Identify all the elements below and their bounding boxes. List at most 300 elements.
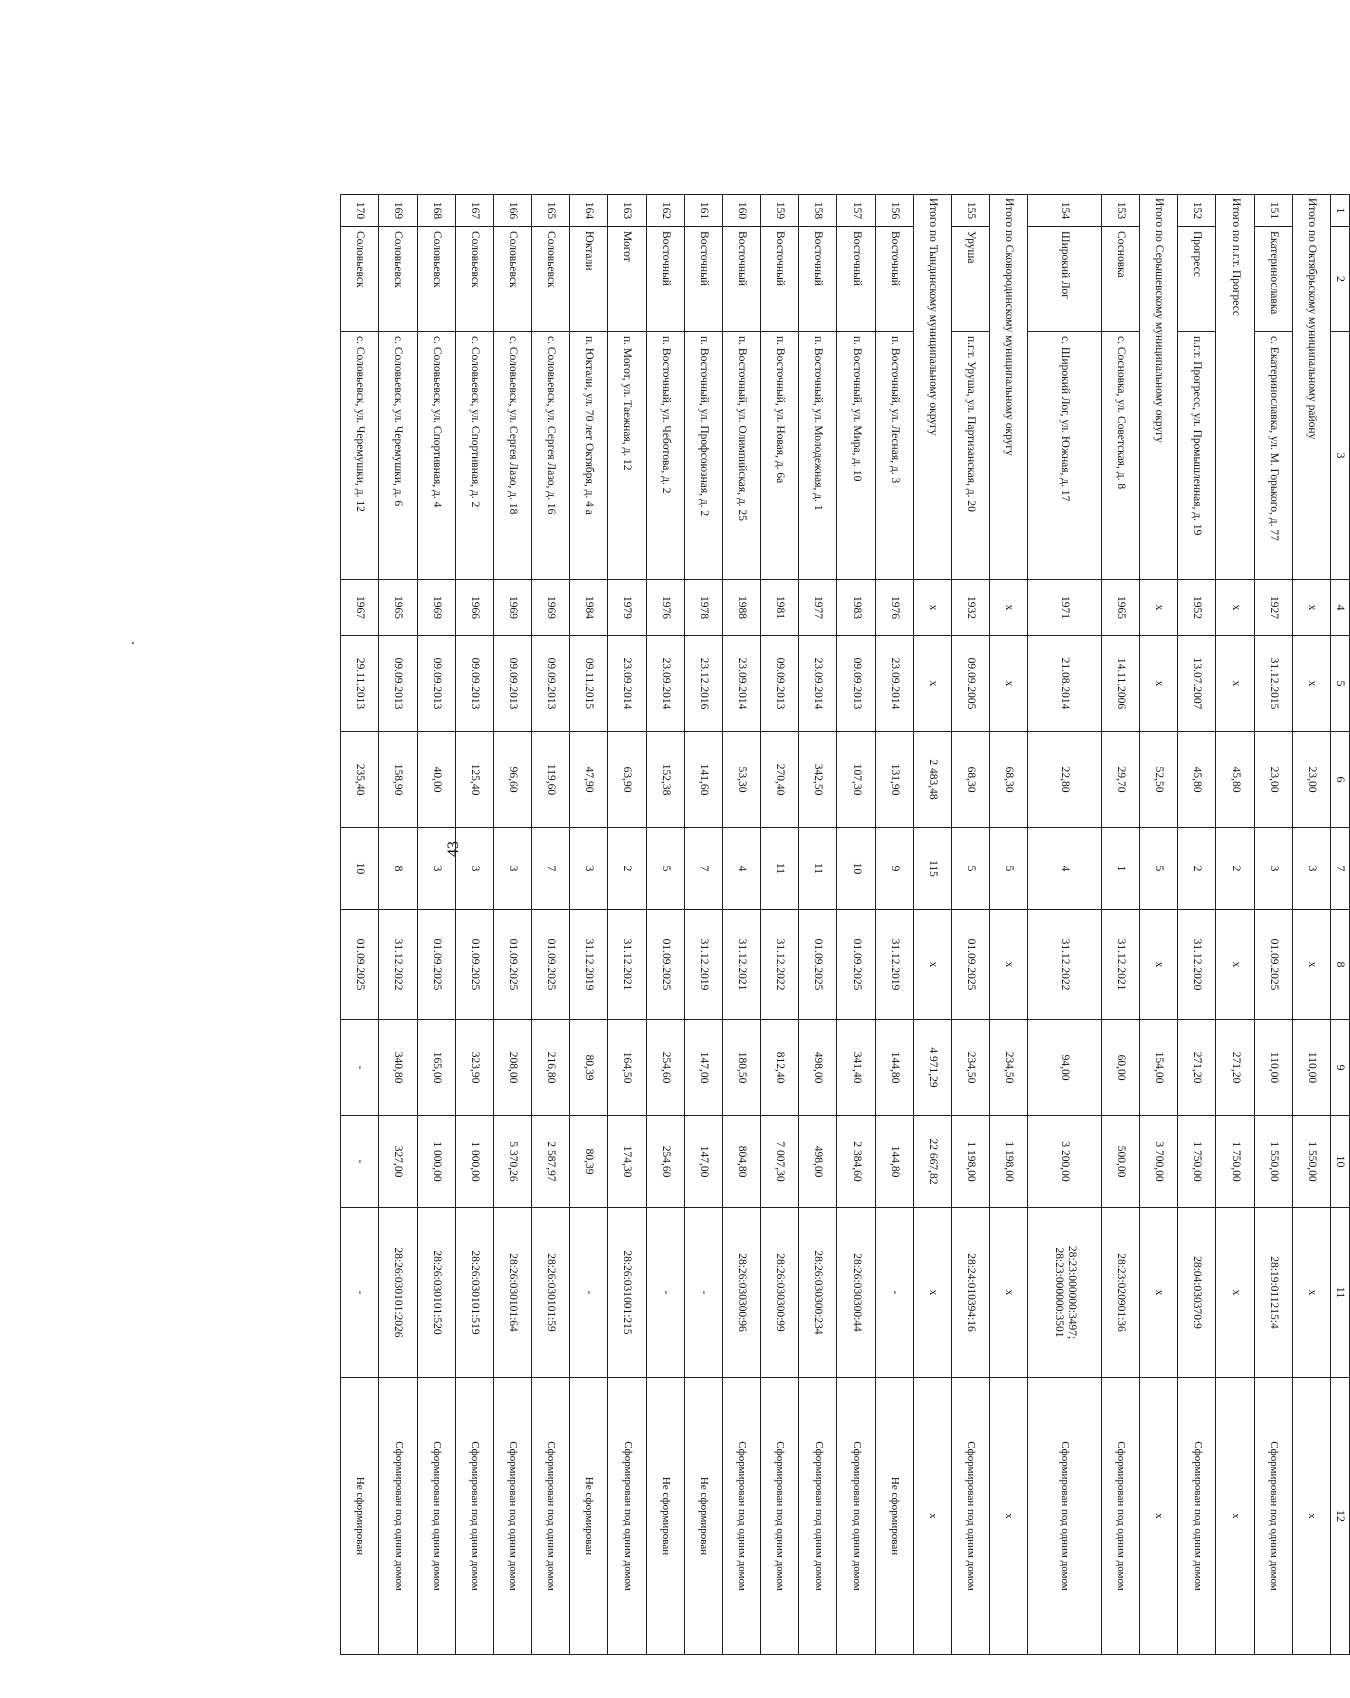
cadastral-number: x: [1216, 1208, 1254, 1378]
locality: Соловьевск: [493, 227, 531, 332]
area-total: 1 750,00: [1178, 1116, 1216, 1208]
row-number: 163: [608, 195, 646, 227]
land-status: Сформирован под одним домом: [1178, 1378, 1216, 1655]
column-header: 9: [1331, 1020, 1350, 1116]
recognition-date: x: [913, 636, 951, 732]
build-year: 1967: [341, 580, 379, 636]
cadastral-number: 28:26:031001:215: [608, 1208, 646, 1378]
row-number: 157: [837, 195, 875, 227]
area-total: 2 384,60: [837, 1116, 875, 1208]
area-total: 1 550,00: [1292, 1116, 1330, 1208]
area-residential: 80,39: [570, 1020, 608, 1116]
residents-count: 11: [799, 828, 837, 910]
table-row: [455, 195, 493, 1655]
recognition-date: 23.12.2016: [684, 636, 722, 732]
row-number: 166: [493, 195, 531, 227]
land-status: Не сформирован: [341, 1378, 379, 1655]
land-status: Сформирован под одним домом: [1028, 1378, 1102, 1655]
table-body: [341, 195, 1331, 1655]
area: 119,60: [532, 732, 570, 828]
build-year: 1965: [1101, 580, 1139, 636]
area-total: 1 750,00: [1216, 1116, 1254, 1208]
area: 45,80: [1178, 732, 1216, 828]
area-total: 1 198,00: [952, 1116, 990, 1208]
land-status: Сформирован под одним домом: [1101, 1378, 1139, 1655]
address: п. Восточный, ул. Новая, д. 6а: [761, 332, 799, 580]
area-residential: 144,80: [875, 1020, 913, 1116]
address: п. Могот, ул. Таежная, д. 12: [608, 332, 646, 580]
row-number: 154: [1028, 195, 1102, 227]
land-status: Не сформирован: [570, 1378, 608, 1655]
area: 29,70: [1101, 732, 1139, 828]
build-year: 1984: [570, 580, 608, 636]
recognition-date: 09.09.2013: [455, 636, 493, 732]
resettlement-deadline: 01.09.2025: [341, 910, 379, 1020]
residents-count: 1: [1101, 828, 1139, 910]
area: 68,30: [952, 732, 990, 828]
column-header: 5: [1331, 636, 1350, 732]
resettlement-deadline: 01.09.2025: [417, 910, 455, 1020]
cadastral-number: x: [1292, 1208, 1330, 1378]
address: п. Восточный, ул. Лесная, д. 3: [875, 332, 913, 580]
land-status: Сформирован под одним домом: [532, 1378, 570, 1655]
build-year: 1976: [875, 580, 913, 636]
address: с. Соловьевск, ул. Сергея Лазо, д. 16: [532, 332, 570, 580]
table-row: [379, 195, 417, 1655]
cadastral-number: 28:24:010394:16: [952, 1208, 990, 1378]
column-header: 12: [1331, 1378, 1350, 1655]
recognition-date: 21.08.2014: [1028, 636, 1102, 732]
build-year: 1971: [1028, 580, 1102, 636]
area: 158,90: [379, 732, 417, 828]
locality: Сосновка: [1101, 227, 1139, 332]
table-row: [875, 195, 913, 1655]
area-residential: 271,20: [1216, 1020, 1254, 1116]
table-row: [417, 195, 455, 1655]
table-row: [532, 195, 570, 1655]
row-number: 151: [1254, 195, 1292, 227]
residents-count: 7: [532, 828, 570, 910]
resettlement-deadline: x: [913, 910, 951, 1020]
area-total: 3 700,00: [1140, 1116, 1178, 1208]
cadastral-number: 28:26:030300:96: [722, 1208, 760, 1378]
area: 68,30: [990, 732, 1028, 828]
area-residential: 154,00: [1140, 1020, 1178, 1116]
area-residential: 341,40: [837, 1020, 875, 1116]
recognition-date: 09.09.2005: [952, 636, 990, 732]
land-status: Сформирован под одним домом: [1254, 1378, 1292, 1655]
area: 107,30: [837, 732, 875, 828]
area-residential: 234,50: [952, 1020, 990, 1116]
area-residential: 234,50: [990, 1020, 1028, 1116]
residents-count: 5: [646, 828, 684, 910]
land-status: Сформирован под одним домом: [761, 1378, 799, 1655]
area: 53,30: [722, 732, 760, 828]
residents-count: 2: [608, 828, 646, 910]
area-total: 327,00: [379, 1116, 417, 1208]
row-number: 159: [761, 195, 799, 227]
column-header: 2: [1331, 227, 1350, 332]
column-header: 3: [1331, 332, 1350, 580]
area-residential: 180,50: [722, 1020, 760, 1116]
address: п. Восточный, ул. Олимпийская, д. 25: [722, 332, 760, 580]
resettlement-deadline: x: [1292, 910, 1330, 1020]
area: 47,90: [570, 732, 608, 828]
resettlement-deadline: 31.12.2019: [570, 910, 608, 1020]
table-row: [684, 195, 722, 1655]
recognition-date: 23.09.2014: [646, 636, 684, 732]
build-year: 1969: [493, 580, 531, 636]
total-row: [913, 195, 951, 1655]
total-label: Итого по Октябрьскому муниципальному району: [1292, 195, 1330, 580]
build-year: 1977: [799, 580, 837, 636]
area-total: 500,00: [1101, 1116, 1139, 1208]
area-residential: 164,50: [608, 1020, 646, 1116]
address: п. Юктали, ул. 70 лет Октября, д. 4 а: [570, 332, 608, 580]
area: 125,40: [455, 732, 493, 828]
locality: Соловьевск: [455, 227, 493, 332]
resettlement-deadline: 01.09.2025: [952, 910, 990, 1020]
table-row: [722, 195, 760, 1655]
residents-count: 3: [1292, 828, 1330, 910]
row-number: 167: [455, 195, 493, 227]
cadastral-number: -: [646, 1208, 684, 1378]
land-status: Сформирован под одним домом: [799, 1378, 837, 1655]
resettlement-deadline: 01.09.2025: [646, 910, 684, 1020]
area-total: 80,39: [570, 1116, 608, 1208]
residents-count: 3: [1254, 828, 1292, 910]
table-row: [608, 195, 646, 1655]
row-number: 165: [532, 195, 570, 227]
land-status: Сформирован под одним домом: [417, 1378, 455, 1655]
land-status: x: [1292, 1378, 1330, 1655]
residents-count: 8: [379, 828, 417, 910]
area-total: 144,80: [875, 1116, 913, 1208]
resettlement-deadline: x: [1140, 910, 1178, 1020]
area: 270,40: [761, 732, 799, 828]
area-residential: 271,20: [1178, 1020, 1216, 1116]
locality: Соловьевск: [532, 227, 570, 332]
area: 2 483,48: [913, 732, 951, 828]
table-row: [570, 195, 608, 1655]
land-status: x: [1216, 1378, 1254, 1655]
build-year: 1976: [646, 580, 684, 636]
area-total: 254,60: [646, 1116, 684, 1208]
resettlement-deadline: 31.12.2021: [1101, 910, 1139, 1020]
address: п.г.т. Уруша, ул. Партизанская, д. 20: [952, 332, 990, 580]
locality: Восточный: [761, 227, 799, 332]
column-header: 6: [1331, 732, 1350, 828]
land-status: Сформирован под одним домом: [837, 1378, 875, 1655]
recognition-date: 23.09.2014: [875, 636, 913, 732]
address: с. Соловьевск, ул. Спортивная, д. 4: [417, 332, 455, 580]
locality: Восточный: [722, 227, 760, 332]
area-total: 2 587,97: [532, 1116, 570, 1208]
resettlement-deadline: 01.09.2025: [837, 910, 875, 1020]
resettlement-deadline: 01.09.2025: [799, 910, 837, 1020]
cadastral-number: x: [1140, 1208, 1178, 1378]
area-residential: -: [341, 1020, 379, 1116]
table-row: [493, 195, 531, 1655]
land-status: x: [990, 1378, 1028, 1655]
land-status: Не сформирован: [875, 1378, 913, 1655]
area: 23,00: [1254, 732, 1292, 828]
total-label: Итого по Сковородинскому муниципальному округу: [990, 195, 1028, 580]
residents-count: 2: [1178, 828, 1216, 910]
column-header: 7: [1331, 828, 1350, 910]
recognition-date: 09.09.2013: [532, 636, 570, 732]
land-status: Сформирован под одним домом: [952, 1378, 990, 1655]
locality: Юктали: [570, 227, 608, 332]
area-residential: 208,00: [493, 1020, 531, 1116]
resettlement-deadline: 01.09.2025: [532, 910, 570, 1020]
locality: Восточный: [875, 227, 913, 332]
recognition-date: x: [1292, 636, 1330, 732]
area-total: 498,00: [799, 1116, 837, 1208]
area-residential: 340,80: [379, 1020, 417, 1116]
column-header: 10: [1331, 1116, 1350, 1208]
resettlement-deadline: x: [1216, 910, 1254, 1020]
build-year: x: [990, 580, 1028, 636]
column-header: 8: [1331, 910, 1350, 1020]
cadastral-number: 28:23:020901:36: [1101, 1208, 1139, 1378]
resettlement-deadline: 31.12.2022: [761, 910, 799, 1020]
table-row: [1101, 195, 1139, 1655]
address: с. Соловьевск, ул. Спортивная, д. 2: [455, 332, 493, 580]
land-status: Сформирован под одним домом: [455, 1378, 493, 1655]
row-number: 160: [722, 195, 760, 227]
area-residential: 94,00: [1028, 1020, 1102, 1116]
locality: Восточный: [684, 227, 722, 332]
area-residential: 812,40: [761, 1020, 799, 1116]
residents-count: 3: [417, 828, 455, 910]
locality: Широкий Лог: [1028, 227, 1102, 332]
residents-count: 115: [913, 828, 951, 910]
cadastral-number: 28:26:030101:520: [417, 1208, 455, 1378]
cadastral-number: 28:26:030101:2026: [379, 1208, 417, 1378]
resettlement-deadline: 31.12.2021: [608, 910, 646, 1020]
address: с. Сосновка, ул. Советская, д. 8: [1101, 332, 1139, 580]
table-row: [1178, 195, 1216, 1655]
area-residential: 216,80: [532, 1020, 570, 1116]
land-status: Сформирован под одним домом: [722, 1378, 760, 1655]
residents-count: 2: [1216, 828, 1254, 910]
recognition-date: 09.11.2015: [570, 636, 608, 732]
residents-count: 10: [341, 828, 379, 910]
build-year: 1969: [532, 580, 570, 636]
cadastral-number: -: [341, 1208, 379, 1378]
land-status: Сформирован под одним домом: [379, 1378, 417, 1655]
address: п. Восточный, ул. Мира, д. 10: [837, 332, 875, 580]
row-number: 162: [646, 195, 684, 227]
cadastral-number: 28:26:030101:64: [493, 1208, 531, 1378]
recognition-date: 23.09.2014: [799, 636, 837, 732]
locality: Соловьевск: [341, 227, 379, 332]
column-header: 4: [1331, 580, 1350, 636]
build-year: x: [1140, 580, 1178, 636]
housing-table: [340, 194, 1350, 1655]
residents-count: 5: [990, 828, 1028, 910]
area: 40,00: [417, 732, 455, 828]
area: 96,60: [493, 732, 531, 828]
build-year: 1981: [761, 580, 799, 636]
residents-count: 5: [1140, 828, 1178, 910]
row-number: 153: [1101, 195, 1139, 227]
residents-count: 11: [761, 828, 799, 910]
recognition-date: 23.09.2014: [608, 636, 646, 732]
build-year: 1952: [1178, 580, 1216, 636]
table-area: [340, 194, 1350, 1654]
land-status: Сформирован под одним домом: [493, 1378, 531, 1655]
build-year: 1978: [684, 580, 722, 636]
cadastral-number: 28:04:030370:9: [1178, 1208, 1216, 1378]
area: 342,50: [799, 732, 837, 828]
cadastral-number: 28:26:030101:519: [455, 1208, 493, 1378]
area: 63,90: [608, 732, 646, 828]
area-total: -: [341, 1116, 379, 1208]
page-number: 43: [445, 841, 462, 857]
locality: Прогресс: [1178, 227, 1216, 332]
total-label: Итого по Серышевскому муниципальному округу: [1140, 195, 1178, 580]
column-header: 11: [1331, 1208, 1350, 1378]
land-status: Не сформирован: [646, 1378, 684, 1655]
locality: Восточный: [837, 227, 875, 332]
total-row: [1216, 195, 1254, 1655]
address: п.г.т. Прогресс, ул. Промышленная, д. 19: [1178, 332, 1216, 580]
table-row: [646, 195, 684, 1655]
area-total: 1 000,00: [417, 1116, 455, 1208]
row-number: 169: [379, 195, 417, 227]
resettlement-deadline: 01.09.2025: [1254, 910, 1292, 1020]
area-residential: 254,60: [646, 1020, 684, 1116]
address: с. Соловьевск, ул. Черемушки, д. 6: [379, 332, 417, 580]
total-label: Итого по Тындинскому муниципальному округу: [913, 195, 951, 580]
residents-count: 10: [837, 828, 875, 910]
area-total: 1 550,00: [1254, 1116, 1292, 1208]
area: 52,50: [1140, 732, 1178, 828]
locality: Восточный: [646, 227, 684, 332]
table-row: [837, 195, 875, 1655]
cadastral-number: -: [875, 1208, 913, 1378]
total-row: [1292, 195, 1330, 1655]
area-residential: 110,00: [1254, 1020, 1292, 1116]
scan-speck: [132, 642, 134, 644]
row-number: 164: [570, 195, 608, 227]
resettlement-deadline: 31.12.2021: [722, 910, 760, 1020]
resettlement-deadline: 31.12.2019: [684, 910, 722, 1020]
address: с. Соловьевск, ул. Сергея Лазо, д. 18: [493, 332, 531, 580]
address: п. Восточный, ул. Чеботова, д. 2: [646, 332, 684, 580]
recognition-date: 09.09.2013: [837, 636, 875, 732]
area-residential: 498,00: [799, 1020, 837, 1116]
table-row: [1254, 195, 1292, 1655]
build-year: 1969: [417, 580, 455, 636]
area: 23,00: [1292, 732, 1330, 828]
build-year: 1988: [722, 580, 760, 636]
build-year: 1983: [837, 580, 875, 636]
total-row: [990, 195, 1028, 1655]
build-year: 1927: [1254, 580, 1292, 636]
cadastral-number: x: [913, 1208, 951, 1378]
build-year: x: [1292, 580, 1330, 636]
area-total: 1 000,00: [455, 1116, 493, 1208]
area-total: 5 370,26: [493, 1116, 531, 1208]
row-number: 161: [684, 195, 722, 227]
recognition-date: 09.09.2013: [417, 636, 455, 732]
area-total: 3 200,00: [1028, 1116, 1102, 1208]
locality: Уруша: [952, 227, 990, 332]
build-year: 1966: [455, 580, 493, 636]
locality: Восточный: [799, 227, 837, 332]
recognition-date: 09.09.2013: [761, 636, 799, 732]
area: 45,80: [1216, 732, 1254, 828]
row-number: 170: [341, 195, 379, 227]
address: п. Восточный, ул. Профсоюзная, д. 2: [684, 332, 722, 580]
cadastral-number: -: [684, 1208, 722, 1378]
row-number: 152: [1178, 195, 1216, 227]
cadastral-number: 28:26:030300:44: [837, 1208, 875, 1378]
residents-count: 3: [455, 828, 493, 910]
resettlement-deadline: 31.12.2020: [1178, 910, 1216, 1020]
recognition-date: x: [1140, 636, 1178, 732]
header-row: [1331, 195, 1350, 1655]
locality: Соловьевск: [417, 227, 455, 332]
recognition-date: 09.09.2013: [379, 636, 417, 732]
locality: Соловьевск: [379, 227, 417, 332]
recognition-date: 31.12.2015: [1254, 636, 1292, 732]
area-total: 804,80: [722, 1116, 760, 1208]
row-number: 156: [875, 195, 913, 227]
address: с. Широкий Лог, ул. Южная, д. 17: [1028, 332, 1102, 580]
land-status: Не сформирован: [684, 1378, 722, 1655]
area: 22,80: [1028, 732, 1102, 828]
recognition-date: 29.11.2013: [341, 636, 379, 732]
build-year: 1932: [952, 580, 990, 636]
area-total: 22 667,82: [913, 1116, 951, 1208]
area: 152,38: [646, 732, 684, 828]
recognition-date: x: [1216, 636, 1254, 732]
area-total: 147,00: [684, 1116, 722, 1208]
area-residential: 4 971,29: [913, 1020, 951, 1116]
land-status: x: [913, 1378, 951, 1655]
cadastral-number: 28:26:030101:59: [532, 1208, 570, 1378]
area-total: 7 007,30: [761, 1116, 799, 1208]
table-row: [952, 195, 990, 1655]
area: 131,90: [875, 732, 913, 828]
resettlement-deadline: 31.12.2022: [1028, 910, 1102, 1020]
build-year: 1965: [379, 580, 417, 636]
area: 141,60: [684, 732, 722, 828]
column-header: 1: [1331, 195, 1350, 227]
build-year: x: [1216, 580, 1254, 636]
locality: Могот: [608, 227, 646, 332]
recognition-date: 14.11.2006: [1101, 636, 1139, 732]
area-residential: 60,00: [1101, 1020, 1139, 1116]
land-status: Сформирован под одним домом: [608, 1378, 646, 1655]
residents-count: 4: [1028, 828, 1102, 910]
residents-count: 4: [722, 828, 760, 910]
build-year: 1979: [608, 580, 646, 636]
table-row: [1028, 195, 1102, 1655]
cadastral-number: 28:19:011215:4: [1254, 1208, 1292, 1378]
land-status: x: [1140, 1378, 1178, 1655]
area: 235,40: [341, 732, 379, 828]
cadastral-number: 28:26:030300:234: [799, 1208, 837, 1378]
resettlement-deadline: 31.12.2022: [379, 910, 417, 1020]
cadastral-number: 28:26:030300:99: [761, 1208, 799, 1378]
build-year: x: [913, 580, 951, 636]
row-number: 168: [417, 195, 455, 227]
